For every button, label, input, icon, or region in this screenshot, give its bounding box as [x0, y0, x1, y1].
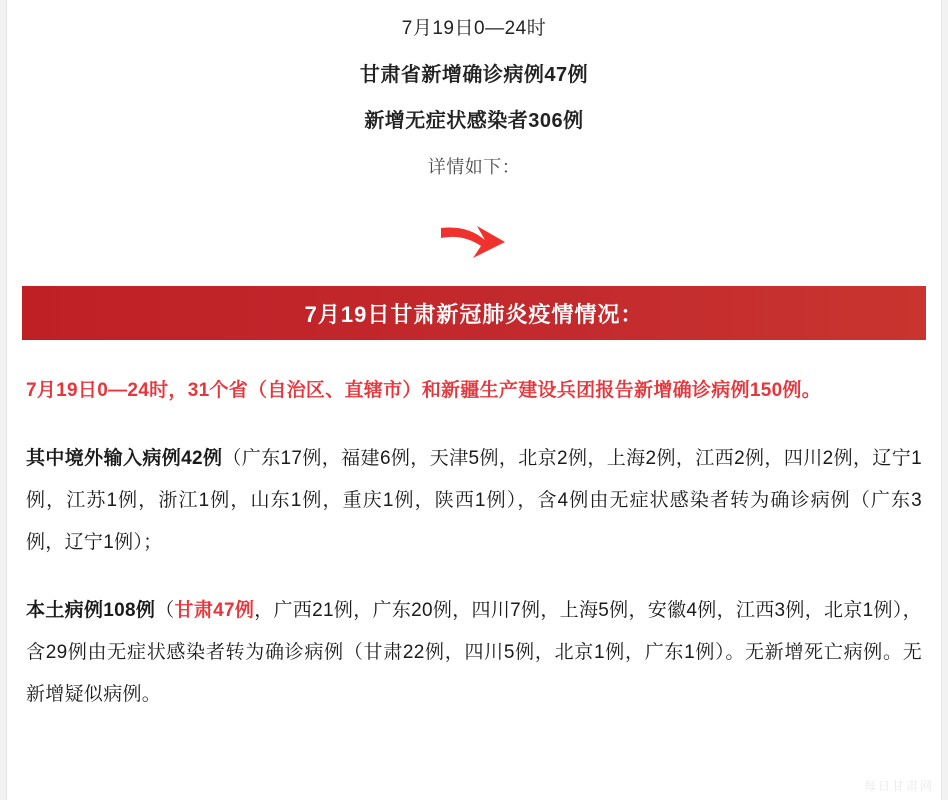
paragraph-local-rest: ，广西21例，广东20例，四川7例，上海5例，安徽4例，江西3例，北京1例），含29例由无症状感染者转为确诊病例（甘肃22例，四川5例，北京1例，广东1例）。无新增死亡病例。无新增疑似病例。	[26, 600, 922, 705]
arrow-container	[0, 216, 948, 264]
paragraph-imported	[26, 438, 922, 564]
red-down-right-arrow-icon	[439, 251, 509, 268]
page-right-border	[941, 0, 948, 800]
article-body	[0, 370, 948, 716]
summary-header	[0, 0, 948, 190]
paragraph-imported-prefix: 其中境外输入病例42例	[26, 448, 223, 469]
watermark: 每日甘肃网	[863, 779, 934, 793]
page-left-border	[0, 0, 7, 800]
header-confirmed-cases: 甘肃省新增确诊病例47例	[359, 64, 589, 86]
paragraph-local	[26, 590, 922, 716]
paragraph-imported-rest: （广东17例，福建6例，天津5例，北京2例，上海2例，江西2例，四川2例，辽宁1例，江苏1例，浙江1例，山东1例，重庆1例，陕西1例），含4例由无症状感染者转为确诊病例（广东3例，辽宁1例）；	[26, 448, 923, 553]
header-date-range: 7月19日0—24时	[401, 18, 547, 39]
paragraph-local-open-paren: （	[155, 600, 175, 621]
paragraph-lead: 7月19日0—24时，31个省（自治区、直辖市）和新疆生产建设兵团报告新增确诊病例150例。	[26, 380, 822, 401]
paragraph-local-prefix: 本土病例108例	[26, 600, 156, 621]
header-asymptomatic-cases: 新增无症状感染者306例	[364, 110, 584, 132]
section-banner	[22, 286, 926, 340]
paragraph-local-highlight: 甘肃47例	[174, 600, 255, 621]
section-banner-title: 7月19日甘肃新冠肺炎疫情情况：	[304, 301, 644, 327]
header-detail-label: 详情如下：	[427, 157, 521, 177]
